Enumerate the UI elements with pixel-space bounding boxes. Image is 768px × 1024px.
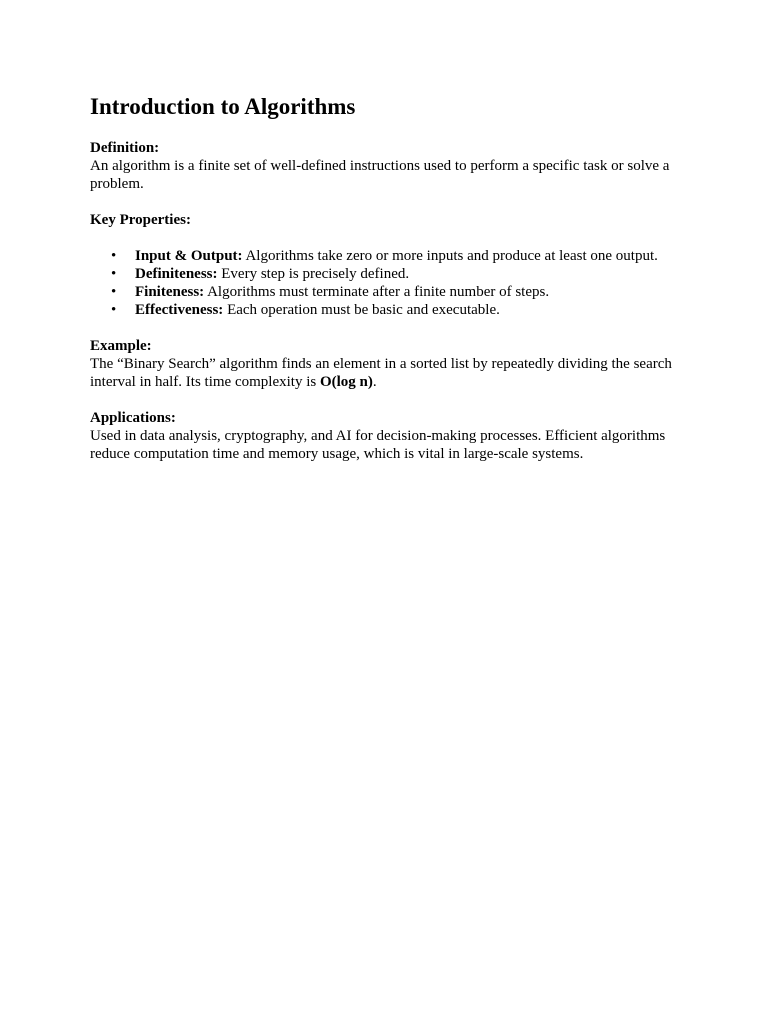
- document-title: Introduction to Algorithms: [90, 94, 356, 119]
- property-description: Every step is precisely defined.: [217, 266, 410, 282]
- example-text-after: .: [372, 374, 377, 390]
- example-heading: Example:: [90, 338, 152, 354]
- applications-text: Used in data analysis, cryptography, and AI for decision-making processes. Efficient algorithms reduce computation time and memory usage, which is vital in large-scale systems.: [90, 428, 666, 462]
- example-text: [90, 355, 690, 391]
- definition-section: [90, 139, 690, 193]
- example-section: [90, 337, 690, 391]
- applications-heading: Applications:: [90, 410, 176, 426]
- time-complexity: O(log n): [319, 374, 373, 390]
- property-term: Effectiveness:: [135, 302, 224, 318]
- property-term: Input & Output:: [135, 248, 243, 264]
- list-item: [90, 265, 690, 283]
- property-term: Definiteness:: [135, 266, 218, 282]
- property-description: Each operation must be basic and executable.: [223, 302, 500, 318]
- bullet-icon: •: [111, 284, 117, 300]
- list-item: [90, 301, 690, 319]
- key-properties-section: [90, 211, 690, 319]
- bullet-icon: •: [111, 248, 117, 264]
- key-properties-heading: Key Properties:: [90, 212, 191, 228]
- applications-section: [90, 409, 690, 463]
- bullet-icon: •: [111, 266, 117, 282]
- property-description: Algorithms must terminate after a finite number of steps.: [204, 284, 550, 300]
- list-item: [90, 247, 690, 265]
- definition-text: An algorithm is a finite set of well-defined instructions used to perform a specific task or solve a problem.: [90, 158, 670, 192]
- example-text-before: The “Binary Search” algorithm finds an element in a sorted list by repeatedly dividing the search interval in half. Its time complexity is: [90, 356, 672, 390]
- key-properties-list: [90, 247, 690, 319]
- bullet-icon: •: [111, 302, 117, 318]
- document-page: [90, 93, 690, 481]
- property-description: Algorithms take zero or more inputs and produce at least one output.: [242, 248, 658, 264]
- property-term: Finiteness:: [135, 284, 205, 300]
- list-item: [90, 283, 690, 301]
- definition-heading: Definition:: [90, 140, 160, 156]
